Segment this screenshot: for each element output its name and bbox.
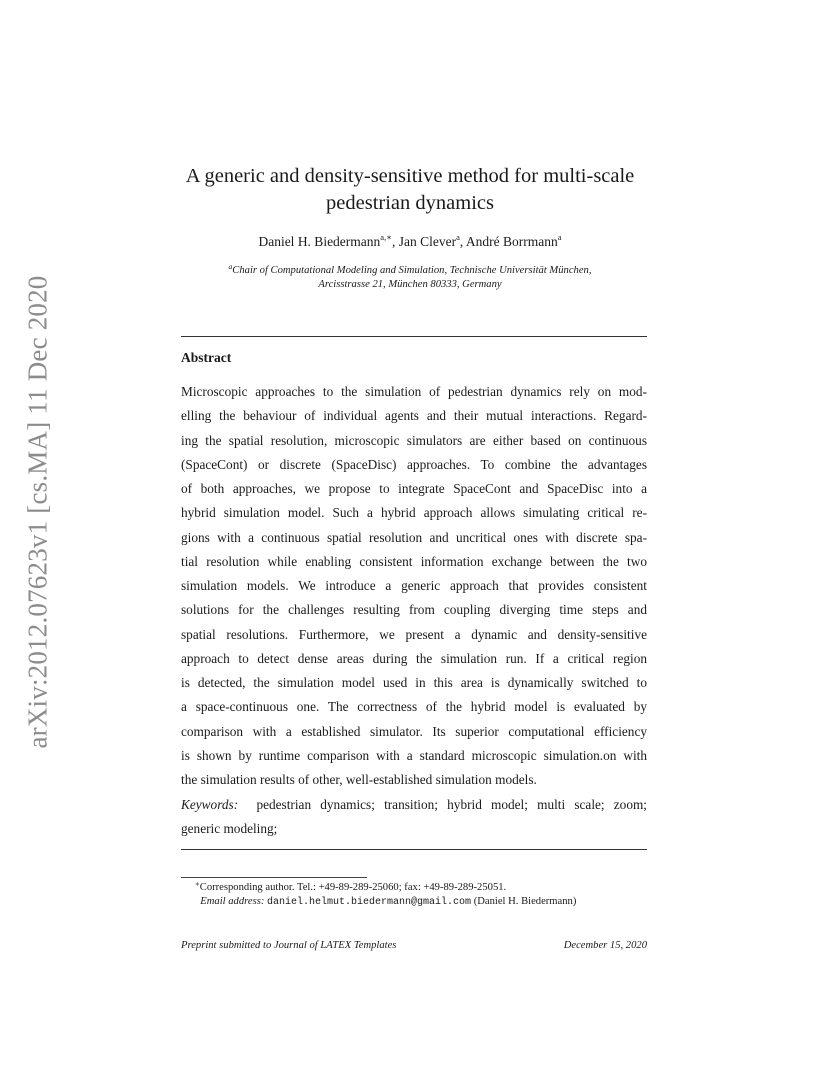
author-3-marker: a xyxy=(557,232,562,242)
footnote-rule xyxy=(181,877,367,878)
abstract-line: of both approaches, we propose to integrate SpaceCont and SpaceDisc into a xyxy=(181,481,647,496)
footnote-email[interactable]: daniel.helmut.biedermann@gmail.com xyxy=(267,897,472,908)
footnote-contact: Corresponding author. Tel.: +49-89-289-25060; fax: +49-89-289-25051. xyxy=(199,882,507,893)
footnote xyxy=(195,881,576,910)
author-1-name: Daniel H. Biedermann xyxy=(258,234,381,249)
abstract-line: Microscopic approaches to the simulation of pedestrian dynamics rely on mod- xyxy=(181,384,647,399)
abstract-heading: Abstract xyxy=(181,350,232,365)
affiliation xyxy=(160,264,660,292)
abstract-line: (SpaceCont) or discrete (SpaceDisc) approaches. To combine the advantages xyxy=(181,456,647,472)
abstract-line: approach to detect dense areas during the simulation run. If a critical region xyxy=(181,650,647,666)
abstract-line: is shown by runtime comparison with a standard microscopic simulation.on with xyxy=(181,747,647,763)
title-line-1: A generic and density-sensitive method for multi-scale xyxy=(185,165,635,187)
abstract-line: hybrid simulation model. Such a hybrid approach allows simulating critical re- xyxy=(181,505,647,521)
abstract-line: ing the spatial resolution, microscopic simulators are either based on continuous xyxy=(181,432,647,448)
abstract-line: solutions for the challenges resulting from coupling diverging time steps and xyxy=(181,602,647,618)
abstract-line: tial resolution while enabling consistent information exchange between the two xyxy=(181,553,647,569)
abstract-line: the simulation results of other, well-established simulation models. xyxy=(181,772,537,787)
abstract-line: comparison with a established simulator. Its superior computational efficiency xyxy=(181,723,647,739)
abstract-body xyxy=(181,380,647,792)
abstract-line: a space-continuous one. The correctness of the hybrid model is evaluated by xyxy=(181,699,647,715)
footer-preprint: Preprint submitted to Journal of LATEX Templates xyxy=(181,940,397,951)
author-list xyxy=(160,234,660,250)
affiliation-marker: a xyxy=(228,262,233,271)
paper-title xyxy=(160,163,660,217)
author-3-name: André Borrmann xyxy=(465,234,558,249)
abstract-bottom-rule xyxy=(181,849,647,850)
abstract-top-rule xyxy=(181,336,647,337)
keywords-line-1 xyxy=(181,793,647,817)
arxiv-side-stamp: arXiv:2012.07623v1 [cs.MA] 11 Dec 2020 xyxy=(22,275,53,749)
abstract-line: gions with a continuous spatial resolution and uncritical ones with discrete spa- xyxy=(181,529,647,545)
author-1-marker: a,∗ xyxy=(380,232,392,242)
abstract-line: is detected, the simulation model used in this area is dynamically switched to xyxy=(181,675,647,690)
keywords xyxy=(181,793,647,842)
footnote-email-label: Email address: xyxy=(200,896,265,907)
abstract-line: spatial resolutions. Furthermore, we present a dynamic and density-sensitive xyxy=(181,626,647,642)
keywords-line-2: generic modeling; xyxy=(181,821,278,837)
author-2-name: Jan Clever xyxy=(398,234,457,249)
author-separator: , xyxy=(391,234,399,249)
keywords-label: Keywords: xyxy=(181,797,239,812)
author-separator: , xyxy=(459,234,466,249)
affiliation-line-2: Arcisstrasse 21, München 80333, Germany xyxy=(318,279,502,290)
footer-date: December 15, 2020 xyxy=(563,940,647,951)
author-2-marker: a xyxy=(456,232,460,242)
affiliation-line-1: Chair of Computational Modeling and Simulation, Technische Universität München, xyxy=(232,265,592,276)
title-line-2: pedestrian dynamics xyxy=(326,192,494,214)
abstract-line: simulation models. We introduce a generic approach that provides consistent xyxy=(181,578,647,593)
keywords-text-1: pedestrian dynamics; transition; hybrid model; multi scale; zoom; xyxy=(256,797,647,812)
footnote-email-suffix: (Daniel H. Biedermann) xyxy=(471,896,577,907)
abstract-line: elling the behaviour of individual agents and their mutual interactions. Regard- xyxy=(181,408,647,424)
footnote-marker: ∗ xyxy=(195,880,200,888)
